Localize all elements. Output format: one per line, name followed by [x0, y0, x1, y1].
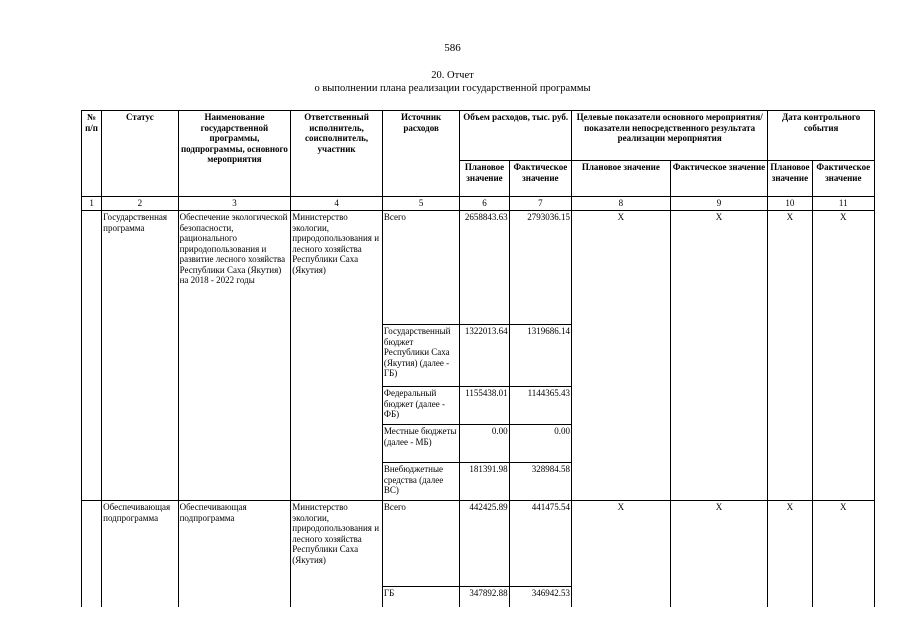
cell-no	[82, 211, 102, 501]
column-numbers-row	[82, 197, 875, 211]
column-number: 11	[812, 197, 874, 211]
cell-name: Обеспечивающая подпрограмма	[178, 501, 291, 607]
column-number: 9	[670, 197, 768, 211]
report-title-line1: 20. Отчет	[431, 70, 474, 81]
cell-status: Государственная программа	[102, 211, 178, 501]
cell-name: Обеспечение экологической безопасности, рационального природопользования и развитие лесного хозяйства Республики Саха (Якутия) на 2018 - 2022 годы	[178, 211, 291, 501]
column-number: 5	[382, 197, 459, 211]
cell-executor: Министерство экологии, природопользования и лесного хозяйства Республики Саха (Якутия)	[291, 211, 383, 501]
cell-target-actual: X	[670, 501, 768, 607]
table-row	[82, 501, 875, 587]
cell-planned: 2658843.63	[460, 211, 509, 325]
header-executor: Ответственный исполнитель, соисполнитель, участник	[291, 111, 383, 197]
cell-date-actual: X	[812, 501, 874, 607]
header-name: Наименование государственной программы, подпрограммы, основного мероприятия	[178, 111, 291, 197]
cell-actual: 1144365.43	[509, 387, 571, 425]
cell-target-planned: X	[572, 501, 671, 607]
column-number: 3	[178, 197, 291, 211]
cell-status: Обеспечивающая подпрограмма	[102, 501, 178, 607]
header-date-planned: Плановое значение	[768, 161, 812, 197]
cell-no	[82, 501, 102, 607]
cell-actual: 346942.53	[509, 587, 571, 607]
column-number: 2	[102, 197, 178, 211]
cell-planned: 0.00	[460, 425, 509, 463]
cell-source: ГБ	[382, 587, 459, 607]
header-status: Статус	[102, 111, 178, 197]
cell-source: Внебюджетные средства (далее ВС)	[382, 463, 459, 501]
column-number: 6	[460, 197, 509, 211]
header-source: Источник расходов	[382, 111, 459, 197]
cell-planned: 1155438.01	[460, 387, 509, 425]
header-targets: Целевые показатели основного мероприятия/показатели непосредственного результата реализации мероприятия	[572, 111, 768, 161]
cell-date-actual: X	[812, 211, 874, 501]
header-target-actual: Фактическое значение	[670, 161, 768, 197]
cell-actual: 0.00	[509, 425, 571, 463]
cell-planned: 347892.88	[460, 587, 509, 607]
header-no: № п/п	[82, 111, 102, 197]
cell-actual: 328984.58	[509, 463, 571, 501]
cell-source: Местные бюджеты (далее - МБ)	[382, 425, 459, 463]
page-number: 586	[444, 42, 461, 54]
cell-date-planned: X	[768, 501, 812, 607]
cell-source: Всего	[382, 501, 459, 587]
cell-target-planned: X	[572, 211, 671, 501]
report-title-line2: о выполнении плана реализации государственной программы	[314, 83, 591, 94]
table-row	[82, 211, 875, 325]
header-row-1	[82, 111, 875, 161]
report-table	[81, 110, 875, 607]
header-expenses: Объем расходов, тыс. руб.	[460, 111, 572, 161]
cell-actual: 441475.54	[509, 501, 571, 587]
cell-actual: 1319686.14	[509, 325, 571, 387]
header-date-actual: Фактическое значение	[812, 161, 874, 197]
cell-actual: 2793036.15	[509, 211, 571, 325]
column-number: 1	[82, 197, 102, 211]
cell-date-planned: X	[768, 211, 812, 501]
header-planned: Плановое значение	[460, 161, 509, 197]
cell-planned: 181391.98	[460, 463, 509, 501]
cell-source: Всего	[382, 211, 459, 325]
column-number: 10	[768, 197, 812, 211]
column-number: 8	[572, 197, 671, 211]
cell-executor: Министерство экологии, природопользования и лесного хозяйства Республики Саха (Якутия)	[291, 501, 383, 607]
header-target-planned: Плановое значение	[572, 161, 671, 197]
cell-planned: 1322013.64	[460, 325, 509, 387]
cell-planned: 442425.89	[460, 501, 509, 587]
column-number: 7	[509, 197, 571, 211]
cell-source: Государственный бюджет Республики Саха (Якутия) (далее - ГБ)	[382, 325, 459, 387]
column-number: 4	[291, 197, 383, 211]
header-actual: Фактическое значение	[509, 161, 571, 197]
header-control-date: Дата контрольного события	[768, 111, 875, 161]
cell-target-actual: X	[670, 211, 768, 501]
report-title	[0, 69, 905, 95]
cell-source: Федеральный бюджет (далее - ФБ)	[382, 387, 459, 425]
